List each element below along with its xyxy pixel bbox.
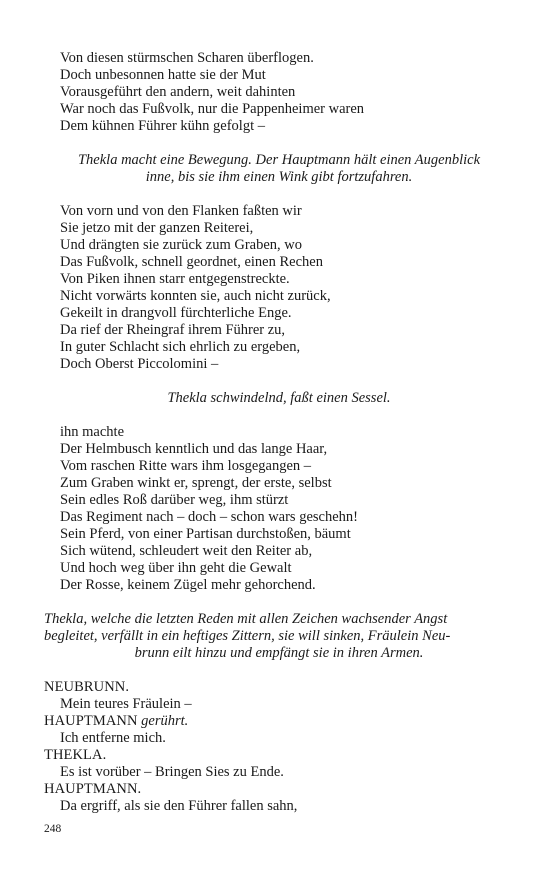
verse-line: Von vorn und von den Flanken faßten wir	[60, 203, 302, 219]
verse-line: Von diesen stürmschen Scharen überflogen.	[60, 50, 314, 66]
stage-direction-line: brunn eilt hinzu und empfängt sie in ihren Armen.	[134, 645, 424, 661]
stage-direction-line: Thekla, welche die letzten Reden mit allen Zeichen wachsender Angst	[44, 611, 448, 627]
speaker-name: HAUPTMANN.	[44, 781, 142, 797]
verse-line: Da ergriff, als sie den Führer fallen sahn,	[60, 798, 298, 814]
dialogue	[44, 679, 514, 815]
verse-line: Es ist vorüber – Bringen Sies zu Ende.	[60, 764, 284, 780]
verse-block-2	[44, 203, 514, 373]
verse-line: ihn machte	[60, 424, 125, 440]
verse-line: Dem kühnen Führer kühn gefolgt –	[60, 118, 265, 134]
speaker-name: THEKLA.	[44, 747, 107, 763]
verse-line: Sich wütend, schleudert weit den Reiter ab,	[60, 543, 313, 559]
speaker-name: HAUPTMANN	[44, 713, 138, 729]
stage-direction-1	[44, 152, 514, 186]
verse-line: Von Piken ihnen starr entgegenstreckte.	[60, 271, 290, 287]
verse-line: Vom raschen Ritte wars ihm losgegangen –	[60, 458, 312, 474]
verse-block-3	[44, 424, 514, 594]
verse-line: Da rief der Rheingraf ihrem Führer zu,	[60, 322, 286, 338]
verse-line: Der Helmbusch kenntlich und das lange Haar,	[60, 441, 328, 457]
verse-line: Das Regiment nach – doch – schon wars geschehn!	[60, 509, 358, 525]
stage-direction-3	[44, 611, 514, 662]
verse-line: Vorausgeführt den andern, weit dahinten	[60, 84, 296, 100]
verse-line: Zum Graben winkt er, sprengt, der erste, selbst	[60, 475, 332, 491]
verse-line: Und hoch weg über ihn geht die Gewalt	[60, 560, 292, 576]
verse-line: Doch Oberst Piccolomini –	[60, 356, 219, 372]
verse-block-1	[44, 50, 514, 135]
verse-line: Der Rosse, keinem Zügel mehr gehorchend.	[60, 577, 316, 593]
verse-line: Nicht vorwärts konnten sie, auch nicht zurück,	[60, 288, 331, 304]
stage-direction-line: begleitet, verfällt in ein heftiges Zittern, sie will sinken, Fräulein Neu-	[44, 628, 451, 644]
page-text	[44, 50, 514, 815]
stage-direction-2: Thekla schwindelnd, faßt einen Sessel.	[167, 390, 391, 406]
verse-line: Gekeilt in drangvoll fürchterliche Enge.	[60, 305, 292, 321]
stage-direction-line: Thekla macht eine Bewegung. Der Hauptmann hält einen Augenblick	[77, 152, 480, 168]
speaker-heading	[44, 713, 514, 730]
verse-line: Sein Pferd, von einer Partisan durchstoßen, bäumt	[60, 526, 351, 542]
verse-line: Sein edles Roß darüber weg, ihm stürzt	[60, 492, 289, 508]
verse-line: Sie jetzo mit der ganzen Reiterei,	[60, 220, 254, 236]
verse-line: Das Fußvolk, schnell geordnet, einen Rechen	[60, 254, 323, 270]
verse-line: Mein teures Fräulein –	[60, 696, 192, 712]
verse-line: Und drängten sie zurück zum Graben, wo	[60, 237, 302, 253]
page-number: 248	[44, 823, 62, 835]
speaker-name: NEUBRUNN.	[44, 679, 130, 695]
verse-line: In guter Schlacht sich ehrlich zu ergeben,	[60, 339, 301, 355]
speaker-note: gerührt.	[141, 713, 189, 729]
verse-line: Ich entferne mich.	[60, 730, 166, 746]
stage-direction-line: inne, bis sie ihm einen Wink gibt fortzufahren.	[145, 169, 413, 185]
verse-line: Doch unbesonnen hatte sie der Mut	[60, 67, 266, 83]
verse-line: War noch das Fußvolk, nur die Pappenheimer waren	[60, 101, 365, 117]
